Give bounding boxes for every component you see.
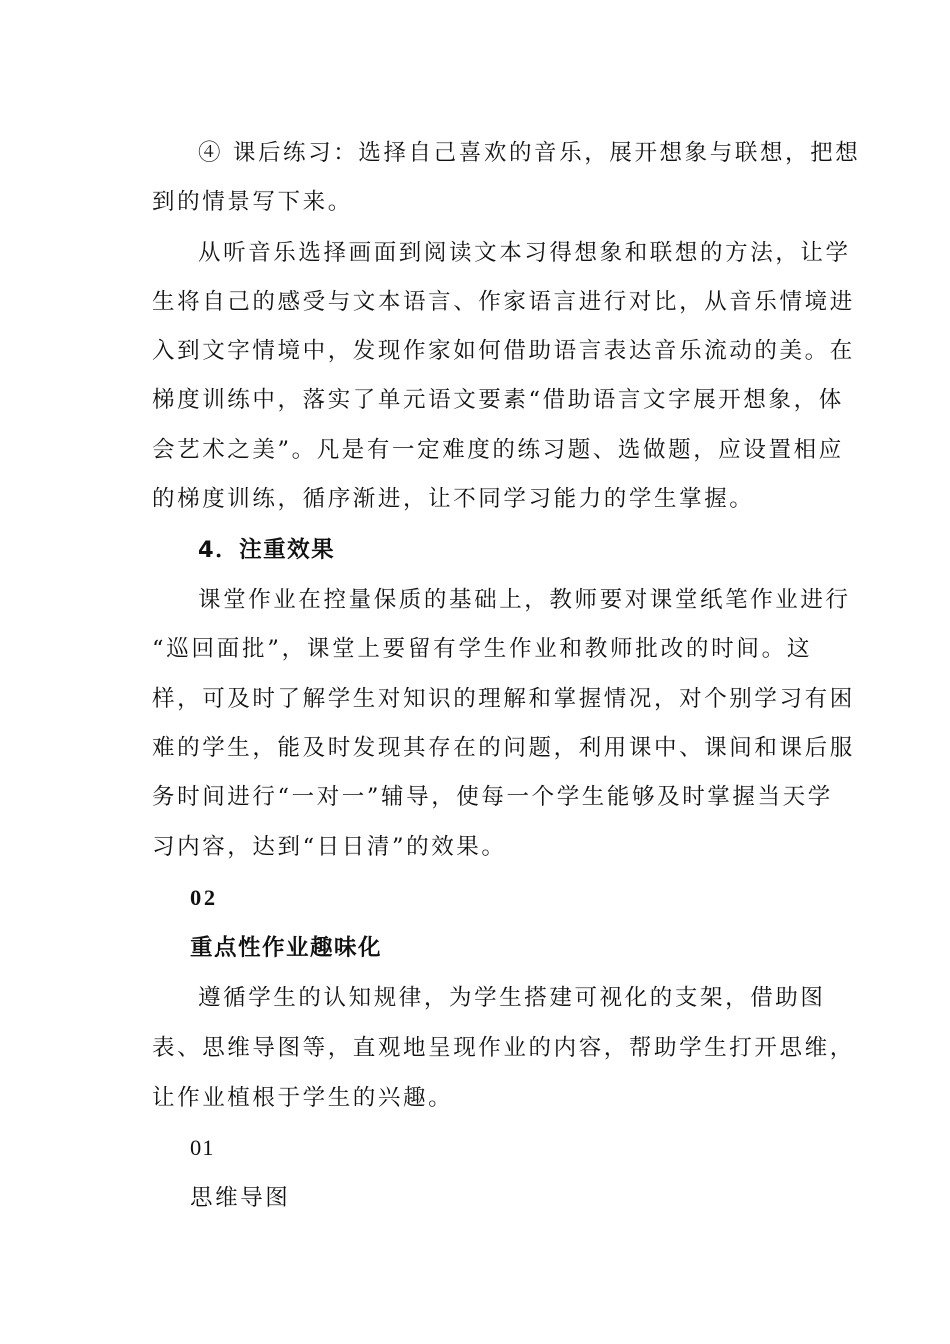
paragraph-3-line-3: 让作业植根于学生的兴趣。 [152, 1085, 454, 1111]
paragraph-2-line-2: “巡回面批”，课堂上要留有学生作业和教师批改的时间。这 [152, 636, 812, 662]
paragraph-1-line-3: 入到文字情境中，发现作家如何借助语言表达音乐流动的美。在 [152, 338, 855, 364]
paragraph-3-line-1: 遵循学生的认知规律，为学生搭建可视化的支架，借助图 [198, 985, 826, 1011]
section-title: 重点性作业趣味化 [190, 935, 383, 961]
paragraph-2-line-4: 难的学生，能及时发现其存在的问题，利用课中、课间和课后服 [152, 735, 855, 761]
paragraph-2-line-6: 习内容，达到“日日清”的效果。 [152, 834, 507, 860]
practice-line-2: 到的情景写下来。 [152, 189, 353, 215]
paragraph-1-line-2: 生将自己的感受与文本语言、作家语言进行对比，从音乐情境进 [152, 289, 855, 315]
paragraph-2-line-1: 课堂作业在控量保质的基础上，教师要对课堂纸笔作业进行 [198, 587, 851, 613]
paragraph-2-line-3: 样，可及时了解学生对知识的理解和掌握情况，对个别学习有困 [152, 686, 855, 712]
paragraph-1-line-5: 会艺术之美”。凡是有一定难度的练习题、选做题，应设置相应 [152, 437, 844, 463]
section-number: 02 [190, 885, 218, 910]
practice-line-1: ④ 课后练习：选择自己喜欢的音乐，展开想象与联想，把想 [198, 140, 861, 166]
subsection-title: 思维导图 [190, 1185, 291, 1211]
paragraph-1-line-6: 的梯度训练，循序渐进，让不同学习能力的学生掌握。 [152, 486, 755, 512]
heading-4: 4．注重效果 [198, 537, 336, 563]
paragraph-1-line-1: 从听音乐选择画面到阅读文本习得想象和联想的方法，让学 [198, 240, 851, 266]
paragraph-3-line-2: 表、思维导图等，直观地呈现作业的内容，帮助学生打开思维， [152, 1035, 855, 1061]
subsection-number: 01 [190, 1135, 215, 1160]
paragraph-1-line-4: 梯度训练中，落实了单元语文要素“借助语言文字展开想象，体 [152, 387, 844, 413]
paragraph-2-line-5: 务时间进行“一对一”辅导，使每一个学生能够及时掌握当天学 [152, 784, 833, 810]
